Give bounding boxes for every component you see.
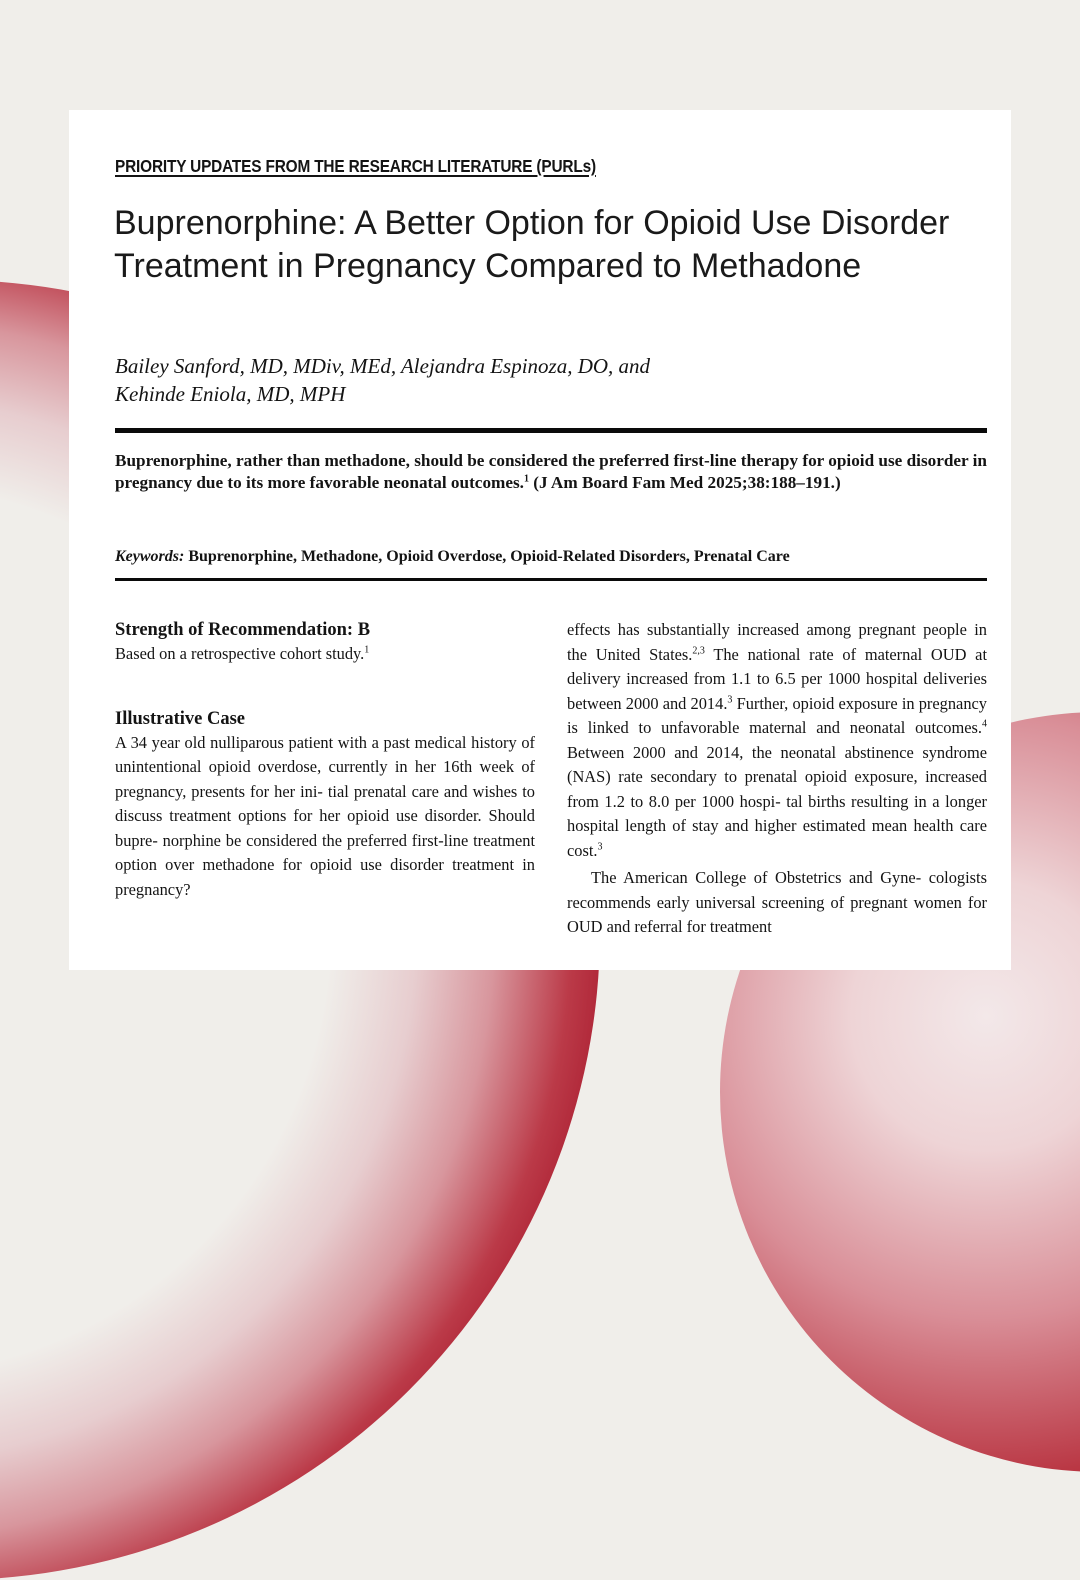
author-line-2: Kehinde Eniola, MD, MPH <box>115 382 346 406</box>
article-title: Buprenorphine: A Better Option for Opioid Use Disorder Treatment in Pregnancy Compared to Methadone <box>114 204 950 285</box>
strength-text <box>115 642 535 667</box>
right-p1-ref-b: 3 <box>727 694 733 706</box>
keywords-label: Keywords: <box>115 548 185 565</box>
keywords <box>115 546 987 568</box>
right-p1-c: Further, opioid exposure in pregnancy is linked to unfavorable maternal and neonatal outcomes. <box>567 693 987 737</box>
keywords-divider <box>115 578 987 581</box>
right-column <box>567 618 987 940</box>
keywords-list: Buprenorphine, Methadone, Opioid Overdose, Opioid-Related Disorders, Prenatal Care <box>184 548 790 565</box>
abstract-citation: (J Am Board Fam Med 2025;38:188–191.) <box>528 473 841 492</box>
abstract-text: Buprenorphine, rather than methadone, should be considered the preferred first-line therapy for opioid use disorder in pregnancy due to its more favorable neonatal outcomes. <box>115 451 987 492</box>
right-p1-ref-c: 4 <box>982 718 987 730</box>
article-page <box>69 110 1011 970</box>
right-p1-ref-a: 2,3 <box>692 645 705 657</box>
left-column <box>115 618 535 902</box>
right-p1-b: The national rate of maternal OUD at delivery increased from 1.1 to 6.5 per 1000 hospital deliveries between 2000 and 2014. <box>567 644 987 713</box>
section-label: PRIORITY UPDATES FROM THE RESEARCH LITERATURE (PURLs) <box>115 156 596 176</box>
strength-ref: 1 <box>364 644 370 656</box>
case-heading: Illustrative Case <box>115 708 245 729</box>
author-list <box>115 352 935 408</box>
right-p1-a: effects has substantially increased among pregnant people in the United States. <box>567 620 987 664</box>
right-paragraph-1 <box>567 618 987 863</box>
strength-heading: Strength of Recommendation: B <box>115 620 371 640</box>
case-text: A 34 year old nulliparous patient with a past medical history of unintentional opioid overdose, currently in her 16th week of pregnancy, presents for her ini- tial prenatal care and wishes to discuss treatment options for her opioid use disorder. Should bupre- norphine be considered the preferred first-line treatment option over methadone for opioid use disorder treatment in pregnancy? <box>115 732 535 899</box>
strength-text-content: Based on a retrospective cohort study. <box>115 644 365 663</box>
right-paragraph-2: The American College of Obstetrics and Gyne- cologists recommends early universal screening of pregnant women for OUD and referral for treatment <box>567 868 987 936</box>
abstract-ref: 1 <box>523 473 529 485</box>
abstract <box>115 450 987 494</box>
header-divider <box>115 428 987 433</box>
right-p1-ref-d: 3 <box>597 841 603 853</box>
right-p1-d: Between 2000 and 2014, the neonatal abstinence syndrome (NAS) rate secondary to prenatal opioid exposure, increased from 1.2 to 8.0 per 1000 hospi- tal births resulting in a longer hospital length of stay and higher estimated mean health care cost. <box>567 742 987 860</box>
author-line-1: Bailey Sanford, MD, MDiv, MEd, Alejandra Espinoza, DO, and <box>115 354 651 378</box>
